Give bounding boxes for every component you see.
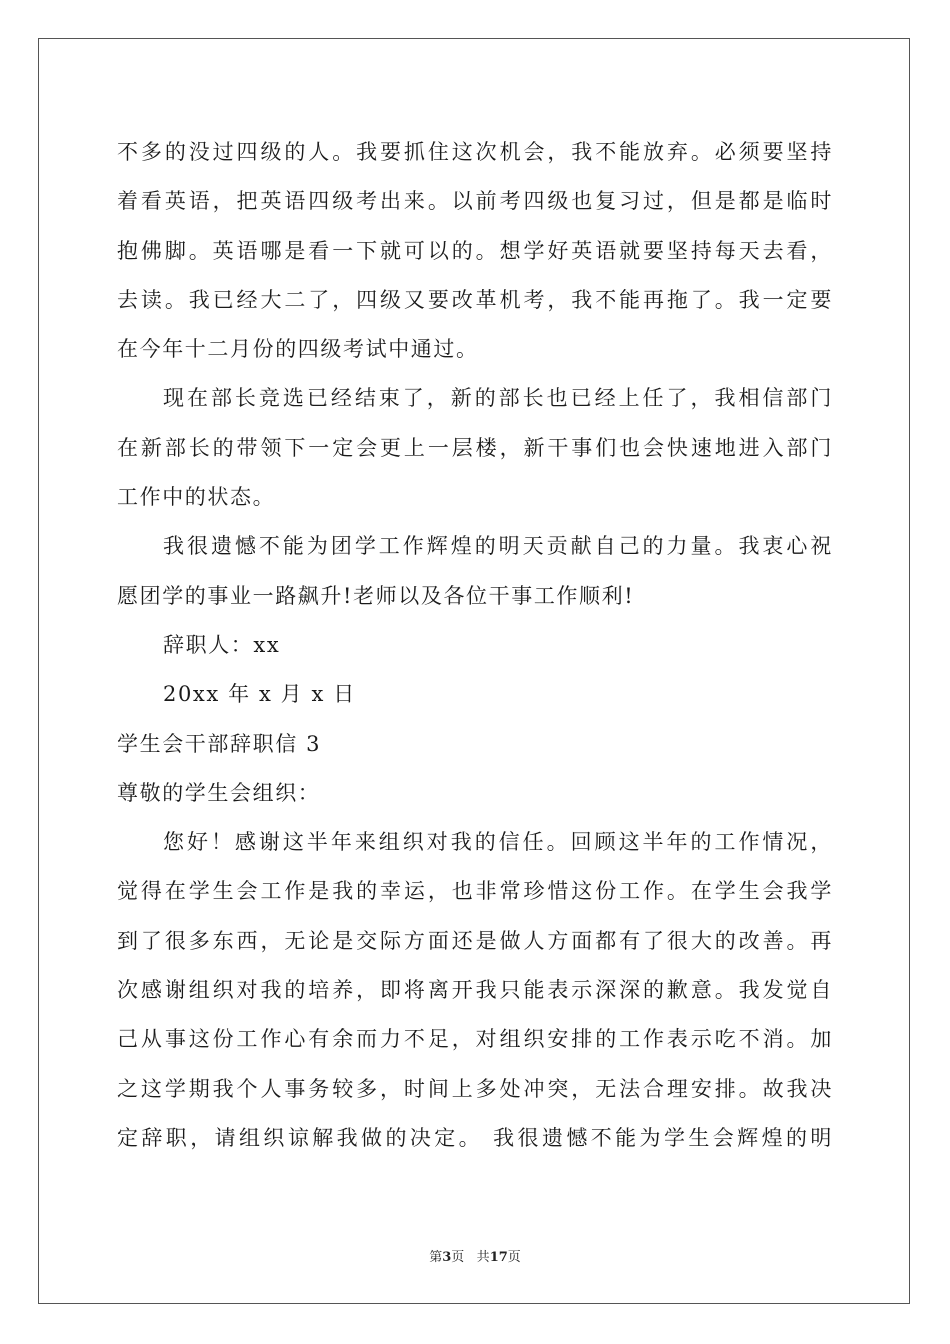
text-line: 觉得在学生会工作是我的幸运，也非常珍惜这份工作。在学生会我学: [117, 879, 833, 904]
text-line: 抱佛脚。英语哪是看一下就可以的。想学好英语就要坚持每天去看，: [117, 238, 833, 263]
page-label-suffix: 页: [451, 1250, 465, 1265]
total-label-prefix: 共: [476, 1250, 490, 1265]
text-line: 之这学期我个人事务较多，时间上多处冲突，无法合理安排。故我决: [117, 1076, 833, 1101]
text-line: 在新部长的带领下一定会更上一层楼，新干事们也会快速地进入部门: [117, 435, 833, 460]
text-line: 在今年十二月份的四级考试中通过。: [117, 337, 479, 362]
text-line: 着看英语，把英语四级考出来。以前考四级也复习过，但是都是临时: [117, 189, 833, 214]
text-line: 您好！感谢这半年来组织对我的信任。回顾这半年的工作情况，: [163, 830, 833, 855]
page-footer: [0, 1246, 950, 1265]
text-line: 20xx 年 x 月 x 日: [163, 682, 356, 707]
total-label-suffix: 页: [507, 1250, 521, 1265]
text-line: 定辞职，请组织谅解我做的决定。 我很遗憾不能为学生会辉煌的明: [117, 1125, 833, 1150]
text-line: 尊敬的学生会组织：: [117, 780, 321, 805]
page-label-prefix: 第: [429, 1250, 443, 1265]
text-line: 我很遗憾不能为团学工作辉煌的明天贡献自己的力量。我衷心祝: [163, 534, 833, 559]
text-line: 愿团学的事业一路飙升!老师以及各位干事工作顺利!: [117, 583, 635, 608]
text-line: 学生会干部辞职信 3: [117, 731, 322, 756]
text-line: 辞职人：xx: [163, 632, 281, 657]
text-line: 次感谢组织对我的培养，即将离开我只能表示深深的歉意。我发觉自: [117, 978, 833, 1003]
text-line: 不多的没过四级的人。我要抓住这次机会，我不能放弃。必须要坚持: [117, 140, 833, 164]
document-body: [117, 128, 833, 1163]
text-line: 现在部长竞选已经结束了，新的部长也已经上任了，我相信部门: [163, 386, 833, 411]
text-line: 工作中的状态。: [117, 485, 276, 510]
text-line: 到了很多东西，无论是交际方面还是做人方面都有了很大的改善。再: [117, 928, 833, 953]
text-line: 己从事这份工作心有余而力不足，对组织安排的工作表示吃不消。加: [117, 1027, 833, 1052]
current-page-number: 3: [442, 1250, 452, 1265]
total-page-count: 17: [489, 1250, 508, 1265]
text-line: 去读。我已经大二了，四级又要改革机考，我不能再拖了。我一定要: [117, 287, 833, 312]
